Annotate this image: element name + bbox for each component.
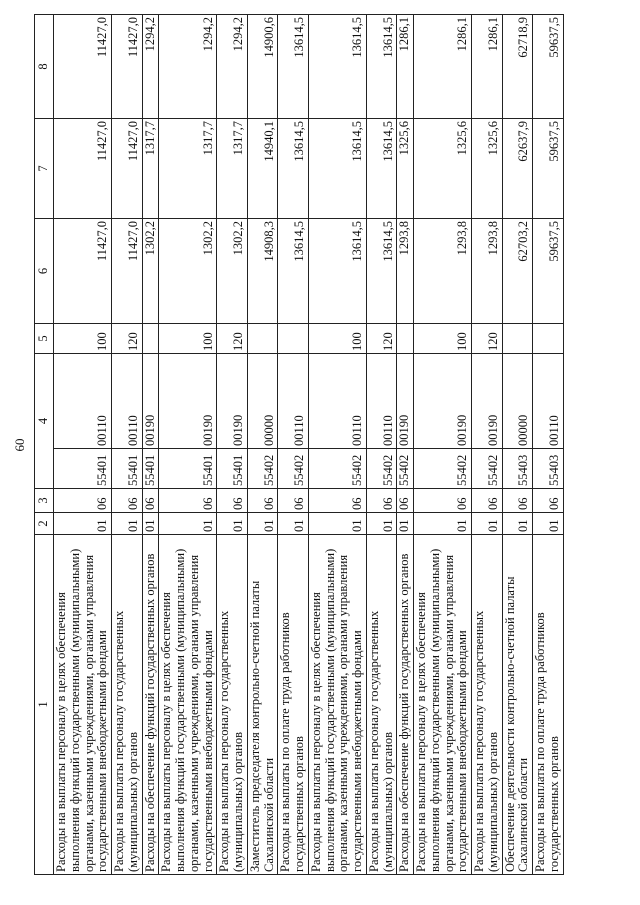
row-cell-c6: 11427,0 (112, 219, 143, 324)
row-cell-c2: 01 (54, 513, 112, 535)
row-cell-c8: 59637,5 (533, 15, 564, 119)
row-cell-c6: 1302,2 (217, 219, 248, 324)
row-description: Обеспечение деятельности контрольно-счетной палаты Сахалинской области (502, 535, 533, 875)
row-description: Расходы на выплаты персоналу государственных (муниципальных) органов (217, 535, 248, 875)
header-cell: 7 (35, 119, 54, 219)
header-cell: 1 (35, 535, 54, 875)
row-cell-c2: 01 (533, 513, 564, 535)
row-cell-c3: 06 (278, 489, 309, 513)
row-cell-c8: 1294,2 (159, 15, 217, 119)
row-description: Расходы на выплаты по оплате труда работников государственных органов (278, 535, 309, 875)
header-cell: 5 (35, 324, 54, 354)
row-cell-c5 (533, 324, 564, 354)
row-cell-c5 (502, 324, 533, 354)
row-cell-c3: 06 (472, 489, 503, 513)
table-row (397, 15, 414, 875)
budget-table (34, 14, 564, 875)
row-cell-c4a: 55403 (533, 449, 564, 489)
row-cell-c7: 11427,0 (54, 119, 112, 219)
row-cell-c5 (278, 324, 309, 354)
row-cell-c4b: 00190 (159, 354, 217, 449)
row-cell-c4b: 00000 (502, 354, 533, 449)
row-cell-c8: 1286,1 (414, 15, 472, 119)
row-cell-c4b: 00190 (217, 354, 248, 449)
row-cell-c6: 59637,5 (533, 219, 564, 324)
row-cell-c8: 62718,9 (502, 15, 533, 119)
row-cell-c3: 06 (142, 489, 159, 513)
row-cell-c4a: 55402 (247, 449, 278, 489)
row-cell-c7: 13614,5 (278, 119, 309, 219)
row-cell-c4a: 55402 (278, 449, 309, 489)
row-cell-c2: 01 (366, 513, 397, 535)
header-cell: 4 (35, 354, 54, 489)
row-cell-c7: 14940,1 (247, 119, 278, 219)
row-description: Расходы на выплаты персоналу в целях обеспечения выполнения функций государственными (муниципальными) органами, казенными учреждениями, органами управления государственными внебюджетными фондами (308, 535, 366, 875)
row-cell-c7: 1325,6 (472, 119, 503, 219)
row-cell-c8: 13614,5 (278, 15, 309, 119)
header-cell: 8 (35, 15, 54, 119)
row-description: Расходы на выплаты персоналу государственных (муниципальных) органов (472, 535, 503, 875)
table-row (217, 15, 248, 875)
table-row (414, 15, 472, 875)
row-cell-c3: 06 (159, 489, 217, 513)
table-row (502, 15, 533, 875)
row-cell-c3: 06 (414, 489, 472, 513)
row-cell-c4a: 55402 (414, 449, 472, 489)
row-cell-c4b: 00110 (533, 354, 564, 449)
row-cell-c4b: 00110 (308, 354, 366, 449)
table-row (247, 15, 278, 875)
rotated-content (12, 15, 604, 875)
row-cell-c8: 1286,1 (397, 15, 414, 119)
row-cell-c3: 06 (217, 489, 248, 513)
row-cell-c6: 62703,2 (502, 219, 533, 324)
row-description: Расходы на выплаты персоналу государственных (муниципальных) органов (366, 535, 397, 875)
row-cell-c7: 1325,6 (414, 119, 472, 219)
row-cell-c3: 06 (112, 489, 143, 513)
row-cell-c6: 13614,5 (308, 219, 366, 324)
row-cell-c3: 06 (247, 489, 278, 513)
row-cell-c3: 06 (502, 489, 533, 513)
row-cell-c6: 1302,2 (142, 219, 159, 324)
row-cell-c5 (142, 324, 159, 354)
row-description: Расходы на выплаты персоналу в целях обеспечения выполнения функций государственными (муниципальными) органами, казенными учреждениями, органами управления государственными внебюджетными фондами (159, 535, 217, 875)
row-cell-c4b: 00110 (278, 354, 309, 449)
row-cell-c3: 06 (366, 489, 397, 513)
row-cell-c3: 06 (397, 489, 414, 513)
row-cell-c4a: 55401 (217, 449, 248, 489)
row-cell-c2: 01 (112, 513, 143, 535)
row-cell-c5: 100 (54, 324, 112, 354)
row-cell-c6: 13614,5 (278, 219, 309, 324)
row-cell-c4a: 55401 (54, 449, 112, 489)
row-cell-c3: 06 (308, 489, 366, 513)
row-cell-c7: 11427,0 (112, 119, 143, 219)
table-row (472, 15, 503, 875)
row-cell-c2: 01 (159, 513, 217, 535)
row-cell-c7: 13614,5 (308, 119, 366, 219)
row-cell-c7: 62637,9 (502, 119, 533, 219)
row-cell-c6: 13614,5 (366, 219, 397, 324)
row-cell-c2: 01 (217, 513, 248, 535)
row-cell-c4a: 55401 (142, 449, 159, 489)
row-cell-c8: 1294,2 (142, 15, 159, 119)
row-cell-c2: 01 (502, 513, 533, 535)
row-cell-c7: 13614,5 (366, 119, 397, 219)
row-cell-c7: 1317,7 (142, 119, 159, 219)
row-description: Расходы на выплаты персоналу государственных (муниципальных) органов (112, 535, 143, 875)
row-cell-c8: 13614,5 (308, 15, 366, 119)
row-cell-c6: 1293,8 (397, 219, 414, 324)
row-cell-c6: 11427,0 (54, 219, 112, 324)
row-cell-c6: 1302,2 (159, 219, 217, 324)
row-cell-c8: 1286,1 (472, 15, 503, 119)
row-cell-c3: 06 (54, 489, 112, 513)
header-cell: 3 (35, 489, 54, 513)
row-cell-c8: 13614,5 (366, 15, 397, 119)
row-description: Расходы на обеспечение функций государственных органов (142, 535, 159, 875)
row-cell-c4b: 00110 (112, 354, 143, 449)
row-description: Расходы на выплаты по оплате труда работников государственных органов (533, 535, 564, 875)
row-cell-c2: 01 (472, 513, 503, 535)
row-description: Расходы на выплаты персоналу в целях обеспечения выполнения функций государственными (муниципальными) органами, казенными учреждениями, органами управления государственными внебюджетными фондами (414, 535, 472, 875)
row-cell-c6: 1293,8 (472, 219, 503, 324)
row-cell-c4a: 55403 (502, 449, 533, 489)
row-description: Расходы на обеспечение функций государственных органов (397, 535, 414, 875)
row-cell-c7: 59637,5 (533, 119, 564, 219)
row-cell-c4b: 00190 (397, 354, 414, 449)
row-cell-c4a: 55402 (397, 449, 414, 489)
row-cell-c5: 120 (366, 324, 397, 354)
row-cell-c4b: 00110 (54, 354, 112, 449)
table-row (159, 15, 217, 875)
row-cell-c7: 1317,7 (159, 119, 217, 219)
row-cell-c8: 11427,0 (112, 15, 143, 119)
row-cell-c5 (397, 324, 414, 354)
row-cell-c5: 100 (308, 324, 366, 354)
row-cell-c6: 1293,8 (414, 219, 472, 324)
row-cell-c6: 14908,3 (247, 219, 278, 324)
table-row (54, 15, 112, 875)
row-cell-c4a: 55401 (159, 449, 217, 489)
table-row (308, 15, 366, 875)
row-cell-c7: 1325,6 (397, 119, 414, 219)
row-cell-c4b: 00190 (472, 354, 503, 449)
row-cell-c4a: 55401 (112, 449, 143, 489)
row-cell-c2: 01 (142, 513, 159, 535)
table-row (533, 15, 564, 875)
row-cell-c4a: 55402 (308, 449, 366, 489)
row-cell-c4b: 00000 (247, 354, 278, 449)
row-description: Заместитель председателя контрольно-счетной палаты Сахалинской области (247, 535, 278, 875)
table-row (142, 15, 159, 875)
header-cell: 2 (35, 513, 54, 535)
row-cell-c2: 01 (278, 513, 309, 535)
page-number: 60 (12, 438, 27, 452)
row-cell-c2: 01 (397, 513, 414, 535)
row-cell-c4b: 00190 (414, 354, 472, 449)
row-cell-c5: 120 (217, 324, 248, 354)
row-cell-c3: 06 (533, 489, 564, 513)
row-cell-c8: 11427,0 (54, 15, 112, 119)
row-cell-c4a: 55402 (472, 449, 503, 489)
row-cell-c2: 01 (308, 513, 366, 535)
header-row (35, 15, 54, 875)
table-row (112, 15, 143, 875)
row-cell-c2: 01 (247, 513, 278, 535)
row-cell-c5: 120 (112, 324, 143, 354)
row-cell-c4a: 55402 (366, 449, 397, 489)
row-cell-c7: 1317,7 (217, 119, 248, 219)
table-row (278, 15, 309, 875)
row-cell-c8: 14900,6 (247, 15, 278, 119)
header-cell: 6 (35, 219, 54, 324)
row-cell-c4b: 00110 (366, 354, 397, 449)
row-cell-c5: 120 (472, 324, 503, 354)
row-description: Расходы на выплаты персоналу в целях обеспечения выполнения функций государственными (муниципальными) органами, казенными учреждениями, органами управления государственными внебюджетными фондами (54, 535, 112, 875)
row-cell-c5 (247, 324, 278, 354)
row-cell-c4b: 00190 (142, 354, 159, 449)
row-cell-c2: 01 (414, 513, 472, 535)
row-cell-c5: 100 (159, 324, 217, 354)
row-cell-c8: 1294,2 (217, 15, 248, 119)
row-cell-c5: 100 (414, 324, 472, 354)
table-row (366, 15, 397, 875)
